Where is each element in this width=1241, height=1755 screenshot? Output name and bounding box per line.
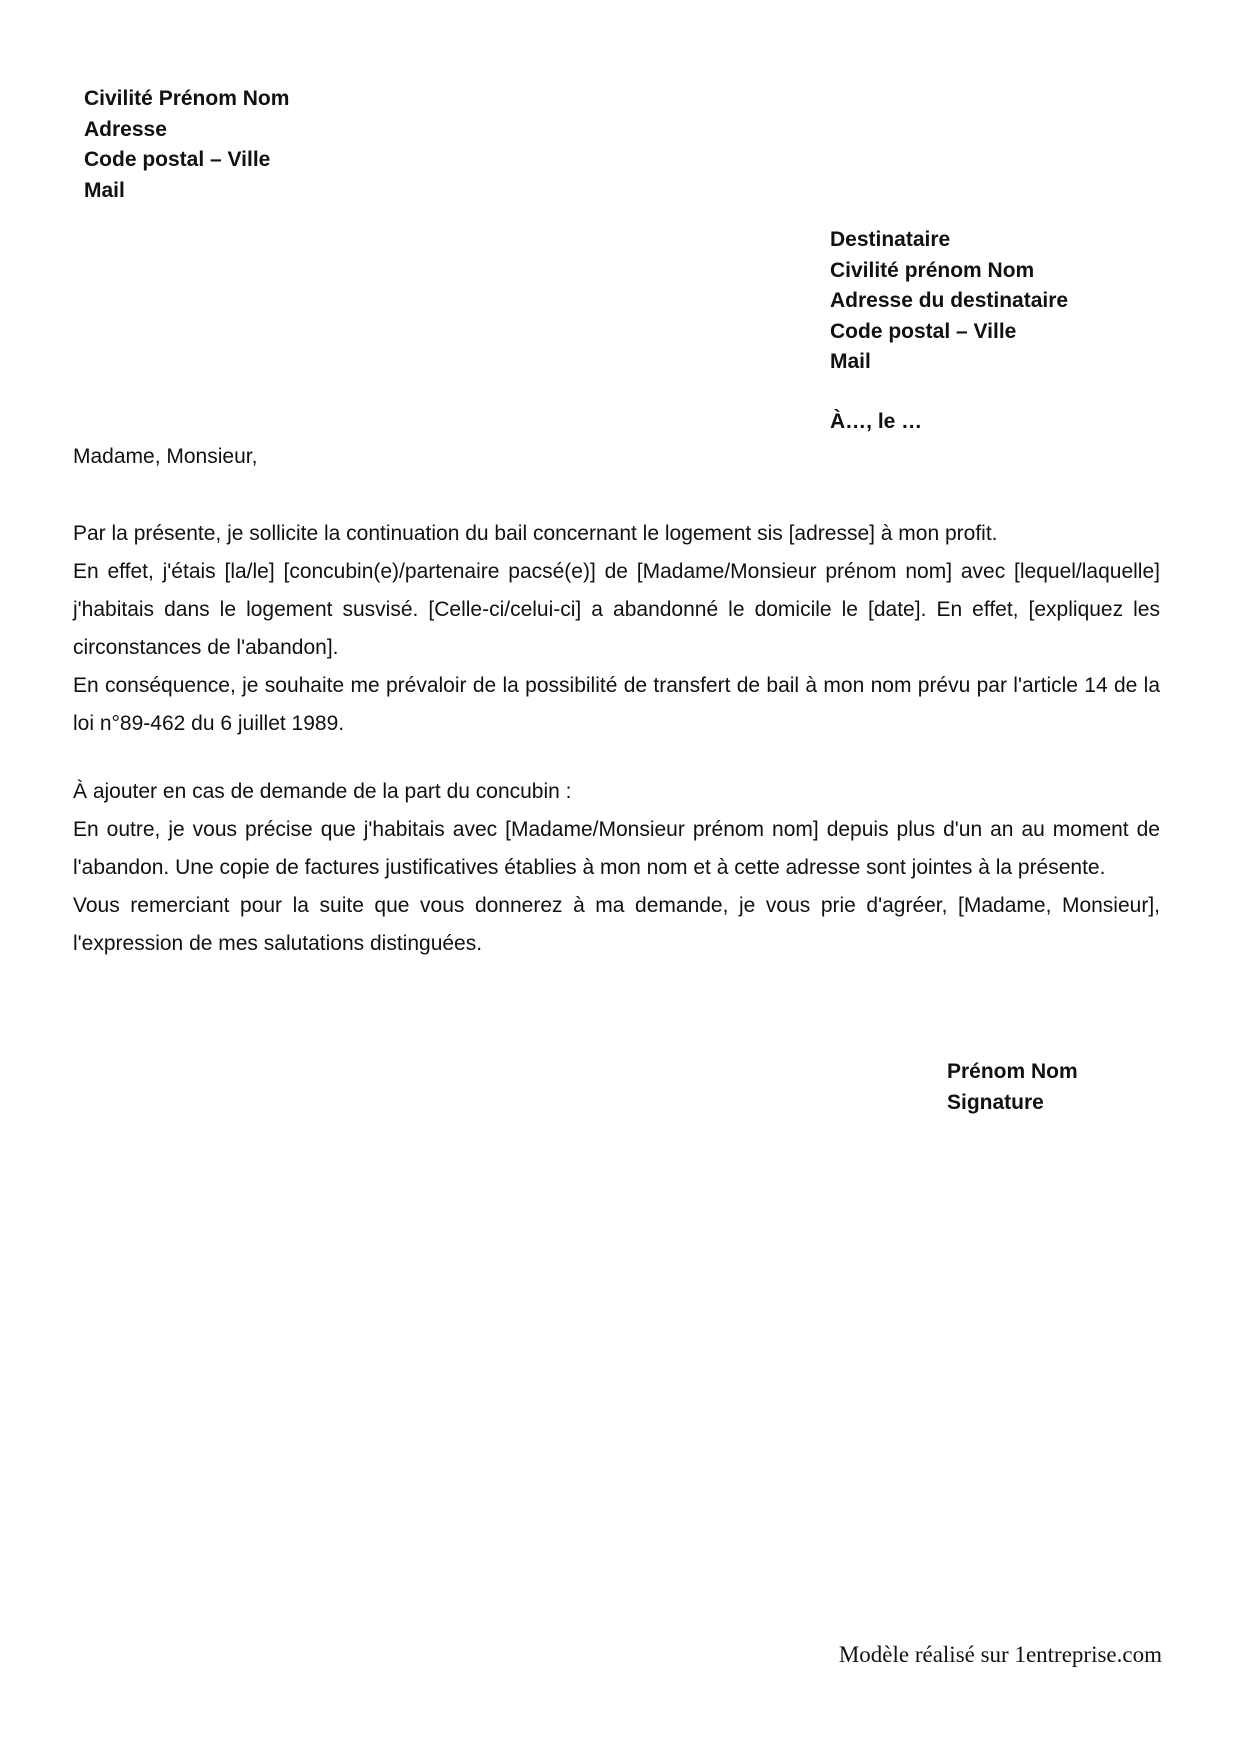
paragraph-context: En effet, j'étais [la/le] [concubin(e)/partenaire pacsé(e)] de [Madame/Monsieur prénom nom] avec [lequel/laquelle] j'habitais dans le logement susvisé. [Celle-ci/celui-ci] a abandonné le domicile le [date]. En effet, [expliquez les circonstances de l'abandon]. [73, 560, 1160, 659]
recipient-name: Civilité prénom Nom [830, 258, 1035, 282]
signature-label: Signature [947, 1090, 1044, 1114]
place-date: À…, le … [830, 410, 923, 433]
paragraph-request: Par la présente, je sollicite la continuation du bail concernant le logement sis [adresse] à mon profit. [73, 522, 998, 545]
paragraph-gap [73, 743, 1160, 773]
letter-body [73, 515, 1160, 963]
greeting: Madame, Monsieur, [73, 445, 258, 468]
sender-mail: Mail [84, 178, 125, 202]
sender-address: Adresse [84, 117, 167, 141]
paragraph-optional-note: À ajouter en cas de demande de la part du concubin : [73, 780, 572, 803]
recipient-address: Adresse du destinataire [830, 289, 1069, 312]
signature-name: Prénom Nom [947, 1060, 1078, 1083]
recipient-mail: Mail [830, 350, 871, 373]
signature-block [947, 1057, 1078, 1118]
recipient-block [830, 225, 1068, 378]
sender-city: Code postal – Ville [84, 148, 271, 171]
recipient-city: Code postal – Ville [830, 319, 1017, 343]
recipient-label: Destinataire [830, 228, 951, 251]
sender-block [84, 84, 289, 206]
sender-name: Civilité Prénom Nom [84, 87, 290, 110]
paragraph-cohabitation: En outre, je vous précise que j'habitais avec [Madame/Monsieur prénom nom] depuis plus d'un an au moment de l'abandon. Une copie de factures justificatives établies à mon nom et à cette adresse sont jointes à la présente. [73, 818, 1160, 879]
paragraph-legal-basis: En conséquence, je souhaite me prévaloir de la possibilité de transfert de bail à mon nom prévu par l'article 14 de la loi n°89-462 du 6 juillet 1989. [73, 674, 1160, 735]
footer-credit: Modèle réalisé sur 1entreprise.com [838, 1642, 1162, 1667]
paragraph-closing: Vous remerciant pour la suite que vous donnerez à ma demande, je vous prie d'agréer, [Madame, Monsieur], l'expression de mes salutations distinguées. [73, 894, 1160, 955]
